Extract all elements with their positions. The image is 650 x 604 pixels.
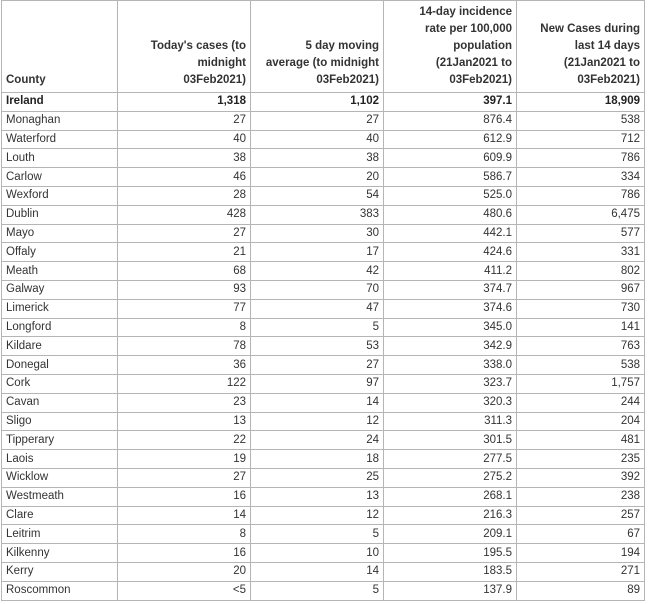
todays-cases-cell: 27 [118, 111, 251, 130]
header-row [2, 1, 645, 93]
county-cell: Meath [2, 262, 118, 281]
moving-average-cell: 24 [251, 431, 384, 450]
county-cell: Kerry [2, 562, 118, 581]
todays-cases-cell: 428 [118, 205, 251, 224]
incidence-rate-cell: 342.9 [384, 337, 517, 356]
moving-average-cell: 14 [251, 562, 384, 581]
county-cell: Galway [2, 280, 118, 299]
table-row [2, 262, 645, 281]
new-cases-cell: 141 [517, 318, 645, 337]
header-line: rate per 100,000 [425, 23, 512, 35]
todays-cases-cell: 36 [118, 356, 251, 375]
header-line: average (to midnight [265, 57, 379, 69]
table-row [2, 168, 645, 187]
moving-average-cell: 14 [251, 393, 384, 412]
moving-average-cell: 30 [251, 224, 384, 243]
table-row [2, 337, 645, 356]
new-cases-cell: 6,475 [517, 205, 645, 224]
county-cell: Carlow [2, 168, 118, 187]
table-row [2, 205, 645, 224]
new-cases-cell: 331 [517, 243, 645, 262]
moving-average-cell: 40 [251, 130, 384, 149]
header-line: 03Feb2021) [183, 74, 246, 86]
county-cell: Ireland [2, 93, 118, 112]
header-incidence-rate [384, 1, 517, 93]
moving-average-cell: 13 [251, 487, 384, 506]
todays-cases-cell: 93 [118, 280, 251, 299]
header-line: midnight [197, 57, 246, 69]
county-cell: Offaly [2, 243, 118, 262]
table-row [2, 299, 645, 318]
table-row [2, 450, 645, 469]
total-row [2, 93, 645, 112]
moving-average-cell: 5 [251, 581, 384, 600]
incidence-rate-cell: 137.9 [384, 581, 517, 600]
todays-cases-cell: 19 [118, 450, 251, 469]
incidence-rate-cell: 424.6 [384, 243, 517, 262]
incidence-rate-cell: 338.0 [384, 356, 517, 375]
moving-average-cell: 10 [251, 544, 384, 563]
moving-average-cell: 27 [251, 111, 384, 130]
moving-average-cell: 383 [251, 205, 384, 224]
todays-cases-cell: 68 [118, 262, 251, 281]
todays-cases-cell: 38 [118, 149, 251, 168]
table-row [2, 186, 645, 205]
moving-average-cell: 53 [251, 337, 384, 356]
todays-cases-cell: 46 [118, 168, 251, 187]
header-line: New Cases during [540, 23, 640, 35]
todays-cases-cell: 13 [118, 412, 251, 431]
moving-average-cell: 42 [251, 262, 384, 281]
header-line: 03Feb2021) [449, 74, 512, 86]
todays-cases-cell: 27 [118, 468, 251, 487]
incidence-rate-cell: 277.5 [384, 450, 517, 469]
moving-average-cell: 12 [251, 506, 384, 525]
incidence-rate-cell: 609.9 [384, 149, 517, 168]
incidence-rate-cell: 320.3 [384, 393, 517, 412]
moving-average-cell: 20 [251, 168, 384, 187]
new-cases-cell: 730 [517, 299, 645, 318]
table-row [2, 393, 645, 412]
table-row [2, 374, 645, 393]
todays-cases-cell: 20 [118, 562, 251, 581]
todays-cases-cell: 78 [118, 337, 251, 356]
table-row [2, 280, 645, 299]
incidence-rate-cell: 345.0 [384, 318, 517, 337]
header-line: 03Feb2021) [577, 74, 640, 86]
moving-average-cell: 5 [251, 318, 384, 337]
new-cases-cell: 67 [517, 525, 645, 544]
incidence-rate-cell: 195.5 [384, 544, 517, 563]
table-row [2, 562, 645, 581]
table-row [2, 130, 645, 149]
new-cases-cell: 481 [517, 431, 645, 450]
incidence-rate-cell: 216.3 [384, 506, 517, 525]
county-cell: Waterford [2, 130, 118, 149]
county-cell: Leitrim [2, 525, 118, 544]
table-row [2, 243, 645, 262]
moving-average-cell: 12 [251, 412, 384, 431]
table-row [2, 525, 645, 544]
moving-average-cell: 38 [251, 149, 384, 168]
incidence-rate-cell: 876.4 [384, 111, 517, 130]
header-moving-average [251, 1, 384, 93]
county-cell: Donegal [2, 356, 118, 375]
header-line: (21Jan2021 to [563, 57, 640, 69]
table-row [2, 468, 645, 487]
new-cases-cell: 786 [517, 149, 645, 168]
todays-cases-cell: 40 [118, 130, 251, 149]
table-row [2, 412, 645, 431]
table-header [2, 1, 645, 93]
new-cases-cell: 194 [517, 544, 645, 563]
county-cell: Longford [2, 318, 118, 337]
new-cases-cell: 235 [517, 450, 645, 469]
incidence-rate-cell: 612.9 [384, 130, 517, 149]
header-line: 5 day moving [305, 40, 379, 52]
moving-average-cell: 5 [251, 525, 384, 544]
new-cases-cell: 763 [517, 337, 645, 356]
table-row [2, 356, 645, 375]
new-cases-cell: 204 [517, 412, 645, 431]
incidence-rate-cell: 311.3 [384, 412, 517, 431]
header-line: 03Feb2021) [316, 74, 379, 86]
county-cell: Westmeath [2, 487, 118, 506]
county-cell: Tipperary [2, 431, 118, 450]
new-cases-cell: 786 [517, 186, 645, 205]
incidence-rate-cell: 442.1 [384, 224, 517, 243]
header-line: (21Jan2021 to [435, 57, 512, 69]
todays-cases-cell: 28 [118, 186, 251, 205]
county-cell: Kildare [2, 337, 118, 356]
todays-cases-cell: 1,318 [118, 93, 251, 112]
county-cell: Laois [2, 450, 118, 469]
county-cell: Wexford [2, 186, 118, 205]
new-cases-cell: 538 [517, 356, 645, 375]
table-row [2, 318, 645, 337]
county-cell: Dublin [2, 205, 118, 224]
todays-cases-cell: <5 [118, 581, 251, 600]
new-cases-cell: 967 [517, 280, 645, 299]
new-cases-cell: 802 [517, 262, 645, 281]
moving-average-cell: 17 [251, 243, 384, 262]
table-row [2, 544, 645, 563]
todays-cases-cell: 8 [118, 318, 251, 337]
header-line: last 14 days [574, 40, 640, 52]
table-row [2, 149, 645, 168]
incidence-rate-cell: 374.7 [384, 280, 517, 299]
incidence-rate-cell: 374.6 [384, 299, 517, 318]
county-cell: Kilkenny [2, 544, 118, 563]
new-cases-cell: 18,909 [517, 93, 645, 112]
county-cell: Wicklow [2, 468, 118, 487]
table-row [2, 487, 645, 506]
incidence-rate-cell: 525.0 [384, 186, 517, 205]
county-cell: Cavan [2, 393, 118, 412]
table-row [2, 506, 645, 525]
new-cases-cell: 244 [517, 393, 645, 412]
incidence-rate-cell: 480.6 [384, 205, 517, 224]
moving-average-cell: 27 [251, 356, 384, 375]
new-cases-cell: 238 [517, 487, 645, 506]
moving-average-cell: 70 [251, 280, 384, 299]
county-cell: Limerick [2, 299, 118, 318]
todays-cases-cell: 14 [118, 506, 251, 525]
new-cases-cell: 712 [517, 130, 645, 149]
header-county: County [2, 1, 118, 93]
new-cases-cell: 271 [517, 562, 645, 581]
incidence-rate-cell: 209.1 [384, 525, 517, 544]
todays-cases-cell: 8 [118, 525, 251, 544]
new-cases-cell: 392 [517, 468, 645, 487]
incidence-rate-cell: 275.2 [384, 468, 517, 487]
moving-average-cell: 18 [251, 450, 384, 469]
new-cases-cell: 1,757 [517, 374, 645, 393]
new-cases-cell: 257 [517, 506, 645, 525]
todays-cases-cell: 16 [118, 544, 251, 563]
county-cell: Cork [2, 374, 118, 393]
moving-average-cell: 25 [251, 468, 384, 487]
todays-cases-cell: 16 [118, 487, 251, 506]
table-row [2, 431, 645, 450]
todays-cases-cell: 23 [118, 393, 251, 412]
moving-average-cell: 47 [251, 299, 384, 318]
header-line: 14-day incidence [419, 6, 512, 18]
new-cases-cell: 334 [517, 168, 645, 187]
moving-average-cell: 1,102 [251, 93, 384, 112]
todays-cases-cell: 27 [118, 224, 251, 243]
new-cases-cell: 538 [517, 111, 645, 130]
todays-cases-cell: 122 [118, 374, 251, 393]
table-row [2, 581, 645, 600]
incidence-rate-cell: 397.1 [384, 93, 517, 112]
county-cell: Sligo [2, 412, 118, 431]
table-row [2, 224, 645, 243]
header-todays-cases [118, 1, 251, 93]
moving-average-cell: 97 [251, 374, 384, 393]
header-line: population [453, 40, 512, 52]
todays-cases-cell: 21 [118, 243, 251, 262]
county-cell: Roscommon [2, 581, 118, 600]
new-cases-cell: 577 [517, 224, 645, 243]
incidence-rate-cell: 411.2 [384, 262, 517, 281]
moving-average-cell: 54 [251, 186, 384, 205]
county-cell: Clare [2, 506, 118, 525]
incidence-rate-cell: 183.5 [384, 562, 517, 581]
table-body [2, 93, 645, 601]
todays-cases-cell: 77 [118, 299, 251, 318]
new-cases-cell: 89 [517, 581, 645, 600]
county-cell: Mayo [2, 224, 118, 243]
incidence-rate-cell: 323.7 [384, 374, 517, 393]
covid-cases-by-county-table [1, 0, 645, 601]
todays-cases-cell: 22 [118, 431, 251, 450]
county-cell: Monaghan [2, 111, 118, 130]
header-line: Today's cases (to [150, 40, 246, 52]
county-cell: Louth [2, 149, 118, 168]
incidence-rate-cell: 268.1 [384, 487, 517, 506]
table-row [2, 111, 645, 130]
header-new-cases [517, 1, 645, 93]
incidence-rate-cell: 586.7 [384, 168, 517, 187]
incidence-rate-cell: 301.5 [384, 431, 517, 450]
